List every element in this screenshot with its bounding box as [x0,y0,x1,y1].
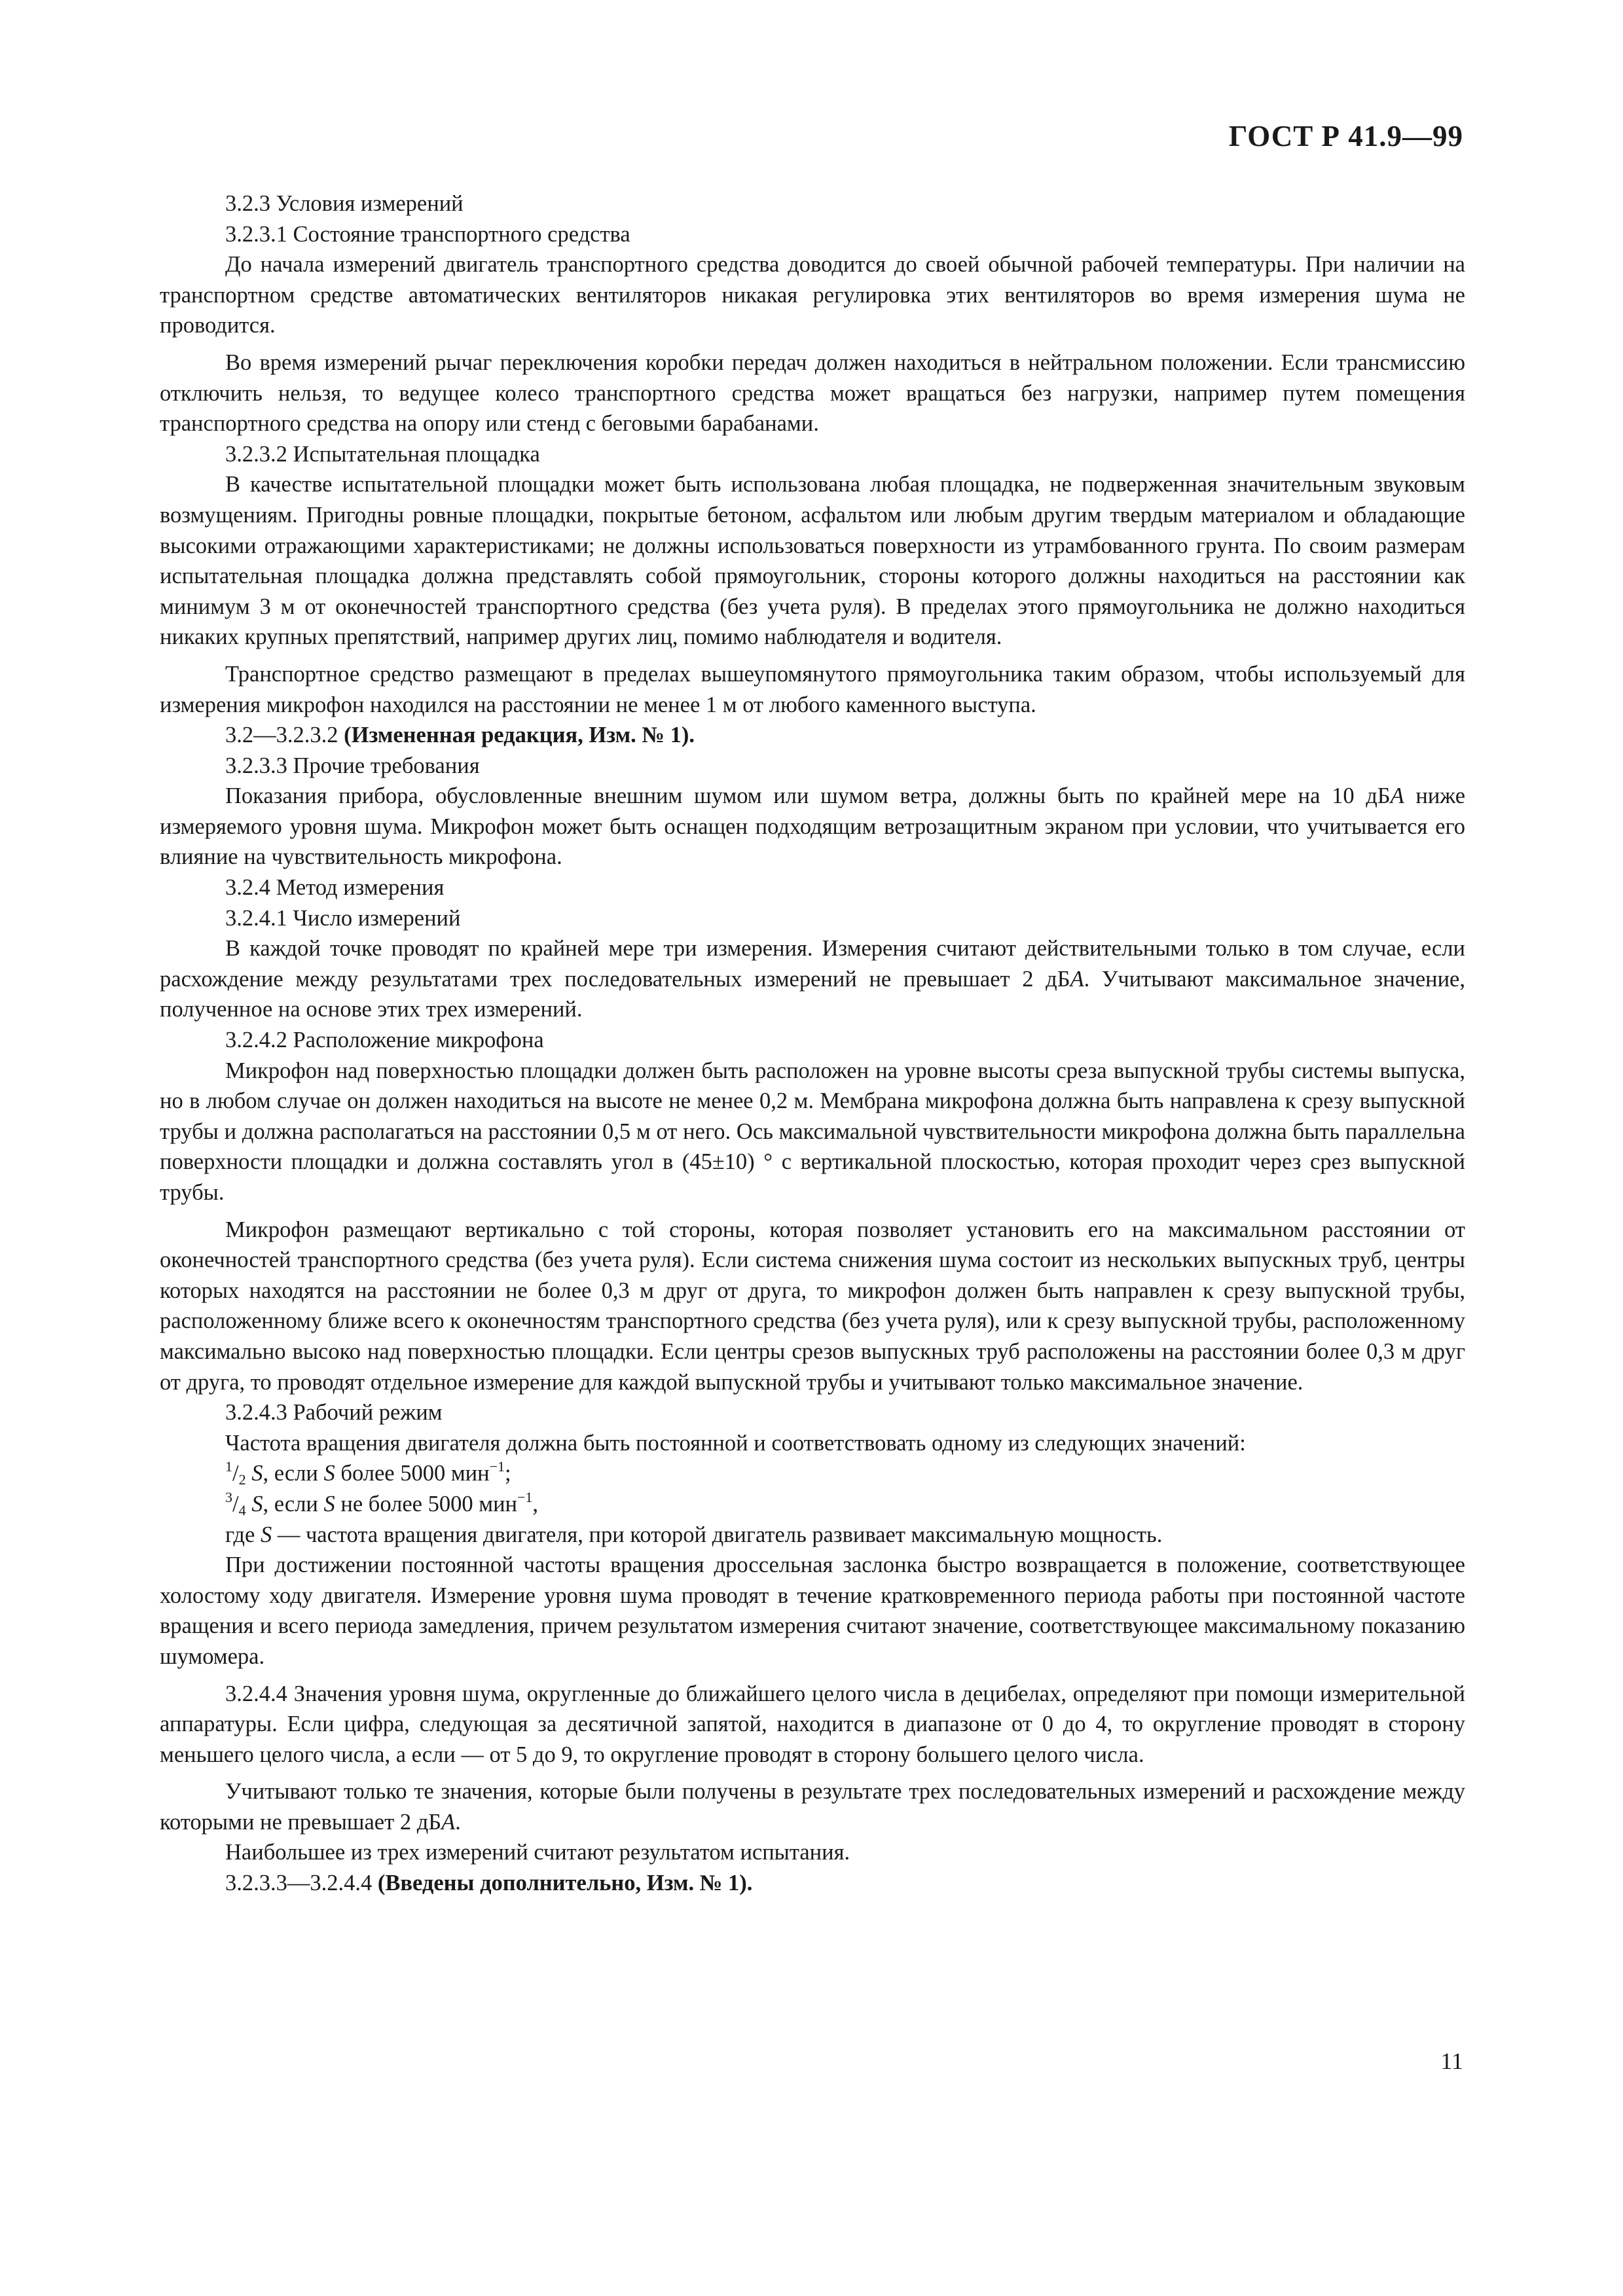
text-run: ; [505,1461,511,1486]
formula-line-three-quarter-s: $^3/_4$ S, если S не более 5000 мин$^{-1}$, [225,1488,539,1518]
amendment-text: (Введены дополнительно, Изм. № 1). [377,1871,753,1896]
paragraph-number-of-measurements [160,933,1465,1025]
section-heading-3-2-3: 3.2.3 Условия измерений [225,191,464,216]
document-body [160,188,1465,1899]
amendment-note-2 [160,1868,1465,1899]
section-heading-3-2-4-2: 3.2.4.2 Расположение микрофона [225,1028,544,1053]
text-run: , если [263,1491,324,1516]
section-heading-3-2-3-3: 3.2.3.3 Прочие требования [225,753,480,778]
paragraph-gear-neutral: Во время измерений рычаг переключения коробки передач должен находиться в нейтральном положении. Если трансмиссию отключить нельзя, то ведущее колесо транспортного средства может вращаться без нагрузки, например путем помещения транспортного средства на опору или стенд с беговыми барабанами. [160,350,1465,437]
paragraph-engine-speed: Частота вращения двигателя должна быть постоянной и соответствовать одному из следующих значений: [225,1430,1246,1456]
paragraph-consecutive-measurements [160,1776,1465,1837]
formula-definition [160,1520,1465,1551]
page-number: 11 [1440,2048,1463,2074]
symbol-s: S [251,1461,263,1486]
fraction-numerator: 3 [225,1488,232,1505]
text-run: Учитывают только те значения, которые были получены в результате трех последовательных измерений и расхождение между которыми не превышает 2 дБ [160,1779,1465,1835]
fraction-denominator: 2 [238,1471,246,1488]
paragraph-test-result: Наибольшее из трех измерений считают результатом испытания. [225,1840,850,1865]
paragraph-engine-temperature: До начала измерений двигатель транспортного средства доводится до своей обычной рабочей температуры. При наличии на транспортном средстве автоматических вентиляторов никакая регулировка этих вентиляторов во время измерения шума не проводится. [160,252,1465,338]
amendment-range: 3.2.3.3—3.2.4.4 [225,1871,378,1896]
symbol-s: S [323,1491,335,1516]
unit-italic-a: А [1390,783,1404,809]
section-heading-3-2-4-3: 3.2.4.3 Рабочий режим [225,1400,443,1426]
exponent: −1 [489,1458,505,1475]
symbol-s: S [251,1491,263,1516]
unit-italic-a: А [441,1809,456,1835]
paragraph-microphone-placement: Микрофон размещают вертикально с той стороны, которая позволяет установить его на максимальном расстоянии от оконечностей транспортного средства (без учета руля). Если система снижения шума состоит из нескольких выпускных труб, центры которых находятся на расстоянии не более 0,3 м друг от друга, то микрофон должен быть направлен к срезу выпускной трубы, расположенному ближе всего к оконечностям транспортного средства (без учета руля), или к срезу выпускной трубы, расположенному максимально высоко над поверхностью площадки. Если центры срезов выпускных труб расположены на расстоянии более 0,3 м друг от друга, то проводят отдельное измерение для каждой выпускной трубы и учитывают только максимальное значение. [160,1217,1465,1395]
symbol-s: S [260,1522,272,1547]
paragraph-background-noise [160,781,1465,872]
text-run: Показания прибора, обусловленные внешним шумом или шумом ветра, должны быть по крайней мере на 10 дБ [225,783,1391,809]
text-run: . [455,1809,461,1835]
paragraph-throttle-return: При достижении постоянной частоты вращения дроссельная заслонка быстро возвращается в положение, соответствующее холостому ходу двигателя. Измерение уровня шума проводят в течение кратковременного периода работы при постоянной частоте вращения и всего периода замедления, причем результатом измерения считают значение, соответствующее максимальному показанию шумомера. [160,1552,1465,1669]
text-run: В каждой точке проводят по крайней мере три измерения. Измерения считают действительными только в том случае, если расхождение между результатами трех последовательных измерений не превышает 2 дБ [160,936,1465,992]
text-run: не более 5000 мин [335,1491,517,1516]
formula-line-half-s: $^1/_2$ S, если S более 5000 мин$^{-1}$; [225,1458,511,1488]
amendment-text: (Измененная редакция, Изм. № 1). [344,723,695,748]
paragraph-rounding-3-2-4-4: 3.2.4.4 Значения уровня шума, округленные до ближайшего целого числа в децибелах, определяют при помощи измерительной аппаратуры. Если цифра, следующая за десятичной запятой, находится в диапазоне от 0 до 4, то округление проводят в сторону меньшего целого числа, а если — от 5 до 9, то округление проводят в сторону большего целого числа. [160,1681,1465,1767]
section-heading-3-2-4: 3.2.4 Метод измерения [225,875,445,901]
exponent: −1 [517,1488,533,1505]
amendment-range: 3.2—3.2.3.2 [225,723,344,748]
paragraph-test-site: В качестве испытательной площадки может быть использована любая площадка, не подверженная значительным звуковым возмущениям. Пригодны ровные площадки, покрытые бетоном, асфальтом или любым другим твердым материалом и обладающие высокими отражающими характеристиками; не должны использоваться поверхности из утрамбованного грунта. По своим размерам испытательная площадка должна представлять собой прямоугольник, стороны которого должны находиться на расстоянии как минимум 3 м от оконечностей транспортного средства (без учета руля). В пределах этого прямоугольника не должно находиться никаких крупных препятствий, например других лиц, помимо наблюдателя и водителя. [160,472,1465,650]
text-run: ниже измеряемого уровня шума. Микрофон может быть оснащен подходящим ветрозащитным экраном при условии, что учитывается его влияние на чувствительность микрофона. [160,783,1466,870]
paragraph-microphone-position: Микрофон над поверхностью площадки должен быть расположен на уровне высоты среза выпускной трубы системы выпуска, но в любом случае он должен находиться на высоте не менее 0,2 м. Мембрана микрофона должна быть направлена к срезу выпускной трубы и должна располагаться на расстоянии 0,5 м от него. Ось максимальной чувствительности микрофона должна быть параллельна поверхности площадки и должна составлять угол в (45±10) ° с вертикальной плоскостью, которая проходит через срез выпускной трубы. [160,1058,1465,1205]
text-run: , если [263,1461,324,1486]
document-code-header: ГОСТ Р 41.9—99 [1228,120,1463,152]
fraction-numerator: 1 [225,1458,232,1475]
text-run: более 5000 мин [335,1461,490,1486]
section-heading-3-2-3-2: 3.2.3.2 Испытательная площадка [225,441,540,467]
paragraph-vehicle-placement: Транспортное средство размещают в пределах вышеупомянутого прямоугольника таким образом, чтобы используемый для измерения микрофон находился на расстоянии не менее 1 м от любого каменного выступа. [160,661,1465,717]
unit-italic-a: А [1070,966,1084,992]
amendment-note-1 [160,720,1465,751]
symbol-s: S [323,1461,335,1486]
section-heading-3-2-4-1: 3.2.4.1 Число измерений [225,905,461,931]
fraction-denominator: 4 [238,1501,246,1518]
text-run: , [532,1491,539,1516]
text-run: . Учитывают максимальное значение, полученное на основе этих трех измерений. [160,966,1465,1022]
text-run: где [225,1522,261,1547]
text-run: — частота вращения двигателя, при которой двигатель развивает максимальную мощность. [272,1522,1163,1547]
section-heading-3-2-3-1: 3.2.3.1 Состояние транспортного средства [225,221,630,247]
